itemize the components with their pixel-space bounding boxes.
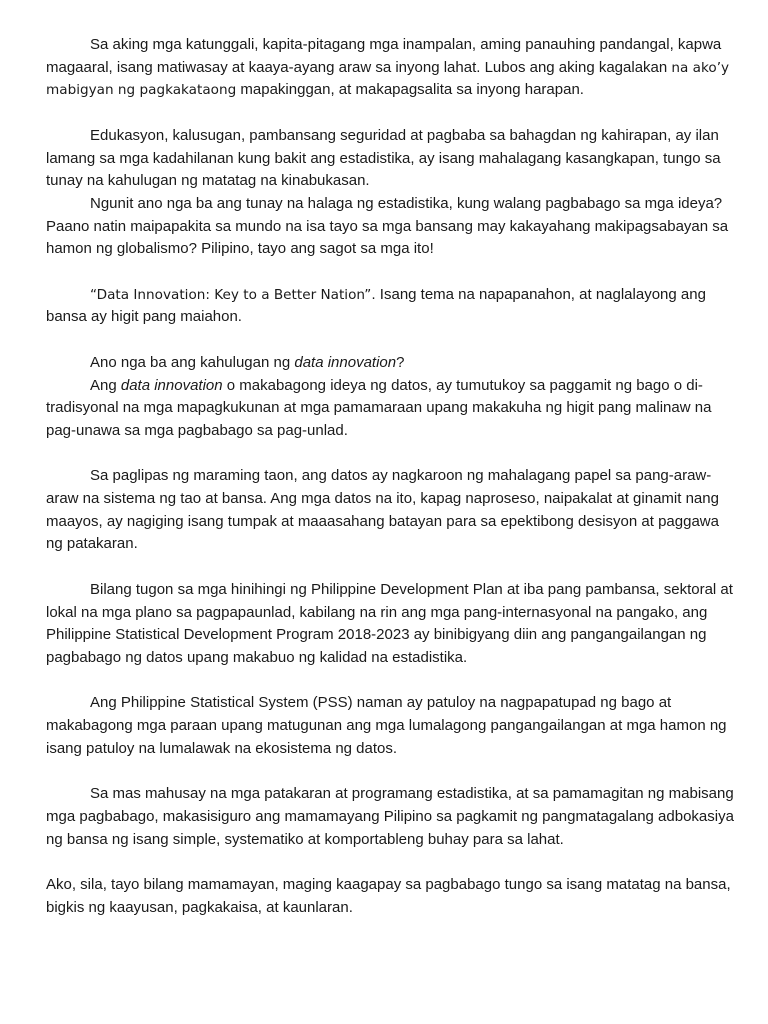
paragraph-definition [46, 375, 736, 443]
document-page [46, 34, 736, 919]
paragraph-greeting [46, 34, 736, 102]
definition-start: Ang [90, 376, 121, 394]
definition-term: data innovation [120, 376, 223, 394]
paragraph-spacer [46, 760, 736, 783]
paragraph-closing: Ako, sila, tayo bilang mamamayan, maging kaagapay sa pagbabago tungo sa isang matatag na bansa, bigkis ng kaayusan, pagkakaisa, at kaunlaran. [46, 875, 731, 916]
greeting-highlight-text: na ako’y mabigyan ng pagkakataong [46, 59, 730, 99]
paragraph-question: Ngunit ano nga ba ang tunay na halaga ng estadistika, kung walang pagbabago sa mga ideya? Paano natin maipapakita sa mundo na isa tayo sa mga bansang may kakayahang makipagsabayan sa hamon ng globalismo? Pilipino, tayo ang sagot sa mga ito! [46, 194, 729, 258]
theme-title: “Data Innovation: Key to a Better Nation”. [90, 286, 376, 303]
greeting-closing-text: mapakinggan, at makapagsalita sa inyong harapan. [236, 81, 584, 99]
theme-text: Isang tema na napapanahon, at naglalayong ang bansa ay higit pang maiahon. [46, 285, 706, 326]
definition-question-end: ? [396, 353, 405, 371]
paragraph-importance: Edukasyon, kalusugan, pambansang seguridad at pagbaba sa bahagdan ng kahirapan, ay ilan lamang sa mga kadahilanan kung bakit ang estadistika, ay isang mahalagang kasangkapan, tungo sa tunay na kahulugan ng matatag na kinabukasan. [46, 126, 721, 190]
paragraph-development-plan: Bilang tugon sa mga hinihingi ng Philippine Development Plan at iba pang pambansa, sektoral at lokal na mga plano sa pagpapaunlad, kabilang na rin ang mga pang-internasyonal na pangako, ang Philippine Statistical Development Program 2018-2023 ay binibigyang diin ang pangangailangan ng pagbabago ng datos upang makabuo ng kalidad na estadistika. [46, 580, 733, 666]
greeting-text: Sa aking mga katunggali, kapita-pitagang mga inampalan, aming panauhing pandangal, kapwa magaaral, isang matiwasay at kaaya-ayang araw sa inyong lahat. Lubos ang aking kagalakan [46, 36, 722, 76]
paragraph-policies: Sa mas mahusay na mga patakaran at programang estadistika, at sa pamamagitan ng mabisang mga pagbabago, makasisiguro ang mamamayang Pilipino sa pagkamit ng pangmatagalang adbokasiya ng bansa ng isang simple, systematiko at komportableng buhay para sa lahat. [46, 785, 734, 848]
paragraph-pss: Ang Philippine Statistical System (PSS) naman ay patuloy na nagpapatupad ng bago at makabagong mga paraan upang matugunan ang mga lumalagong pangangailangan at mga hamon ng isang patuloy na lumalawak na ekosistema ng datos. [46, 694, 727, 757]
paragraph-spacer [46, 556, 736, 579]
paragraph-spacer [46, 261, 736, 284]
paragraph-spacer [46, 443, 736, 466]
paragraph-spacer [46, 670, 736, 693]
paragraph-theme [46, 284, 736, 329]
definition-question-term: data innovation [294, 353, 397, 371]
paragraph-definition-question [46, 352, 736, 375]
paragraph-data-role: Sa paglipas ng maraming taon, ang datos ay nagkaroon ng mahalagang papel sa pang-araw-araw na sistema ng tao at bansa. Ang mga datos na ito, kapag naproseso, naipakalat at ginamit nang maayos, ay nagiging isang tumpak at maaasahang batayan para sa epektibong desisyon at paggawa ng patakaran. [46, 467, 719, 553]
paragraph-spacer [46, 851, 736, 874]
definition-body: o makabagong ideya ng datos, ay tumutukoy sa paggamit ng bago o di-tradisyonal na mga mapagkukunan at mga pamamaraan upang makakuha ng higit pang malinaw na pag-unawa sa mga pagbabago sa pag-unlad. [46, 376, 712, 439]
paragraph-spacer [46, 329, 736, 352]
definition-question-start: Ano nga ba ang kahulugan ng [90, 353, 295, 371]
paragraph-spacer [46, 102, 736, 125]
